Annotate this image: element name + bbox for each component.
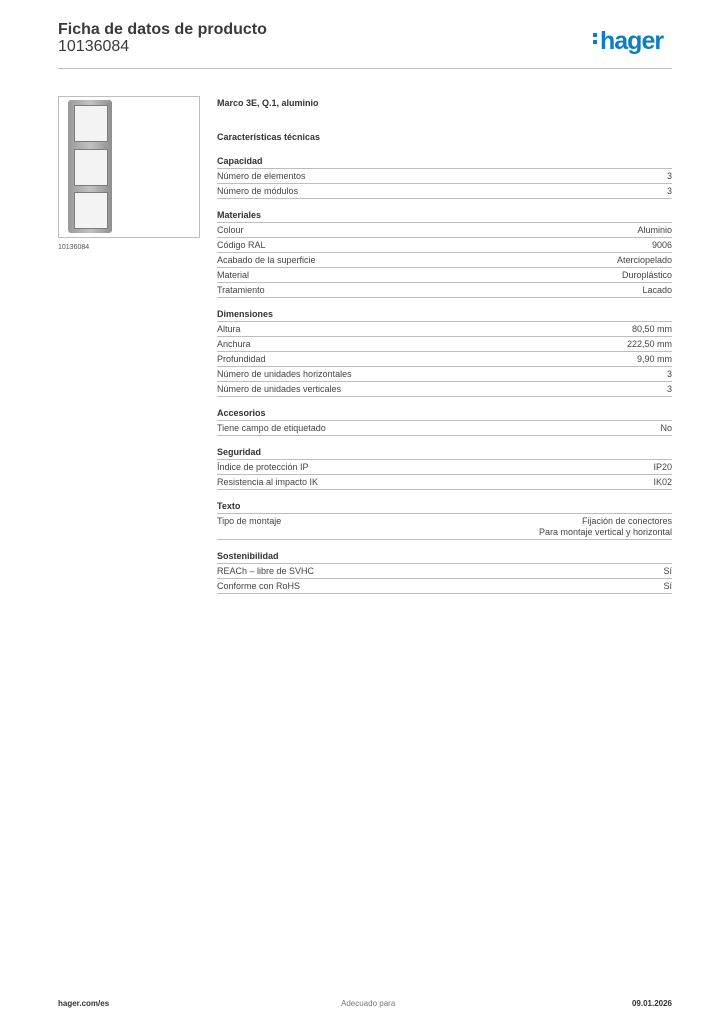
- footer-suitable-for: Adecuado para: [341, 999, 396, 1008]
- spec-value: Sí: [663, 566, 672, 576]
- logo-text: hager: [600, 27, 664, 55]
- spec-value: IK02: [653, 477, 672, 487]
- spec-label: Resistencia al impacto IK: [217, 477, 319, 487]
- spec-row: [217, 184, 672, 199]
- section-heading: Seguridad: [217, 446, 672, 460]
- spec-row: [217, 352, 672, 367]
- spec-row: [217, 238, 672, 253]
- spec-row: [217, 579, 672, 594]
- product-code: 10136084: [58, 38, 130, 55]
- spec-row: [217, 337, 672, 352]
- spec-section: [217, 209, 672, 298]
- spec-label: Acabado de la superficie: [217, 255, 316, 265]
- spec-row: [217, 223, 672, 238]
- spec-value: Sí: [663, 581, 672, 591]
- frame-illustration: [68, 100, 112, 233]
- logo-dots-icon: [593, 30, 598, 47]
- spec-section: [217, 407, 672, 436]
- section-heading: Accesorios: [217, 407, 672, 421]
- spec-value: Lacado: [642, 285, 672, 295]
- spec-value: 9006: [651, 240, 672, 250]
- spec-row: [217, 268, 672, 283]
- spec-value: Fijación de conectores Para montaje vertical y horizontal: [538, 516, 672, 537]
- spec-content: [217, 96, 672, 604]
- spec-value: 9,90 mm: [636, 354, 672, 364]
- section-heading: Materiales: [217, 209, 672, 223]
- spec-label: Número de elementos: [217, 171, 306, 181]
- product-image: [58, 96, 200, 238]
- page-title: Ficha de datos de producto: [58, 21, 267, 38]
- header-divider: [58, 68, 672, 69]
- spec-value: IP20: [653, 462, 672, 472]
- spec-value: No: [660, 423, 672, 433]
- image-caption: 10136084: [58, 244, 90, 251]
- spec-label: Material: [217, 270, 250, 280]
- product-name: Marco 3E, Q.1, aluminio: [217, 98, 319, 108]
- spec-value: 3: [666, 171, 672, 181]
- section-heading: Sostenibilidad: [217, 550, 672, 564]
- spec-row: [217, 169, 672, 184]
- spec-value: 3: [666, 369, 672, 379]
- spec-value: 222,50 mm: [626, 339, 672, 349]
- spec-row: [217, 460, 672, 475]
- spec-label: Anchura: [217, 339, 251, 349]
- spec-value: 3: [666, 384, 672, 394]
- spec-label: Índice de protección IP: [217, 462, 309, 472]
- hager-logo: [593, 27, 663, 56]
- spec-label: Número de unidades verticales: [217, 384, 342, 394]
- spec-label: Número de unidades horizontales: [217, 369, 352, 379]
- spec-row: [217, 322, 672, 337]
- footer-website: hager.com/es: [58, 999, 110, 1008]
- spec-label: Tratamiento: [217, 285, 265, 295]
- tech-characteristics-title: Características técnicas: [217, 132, 321, 142]
- section-heading: Dimensiones: [217, 308, 672, 322]
- spec-label: Tipo de montaje: [217, 516, 282, 526]
- spec-label: Tiene campo de etiquetado: [217, 423, 326, 433]
- spec-value: Duroplástico: [621, 270, 672, 280]
- spec-label: Código RAL: [217, 240, 266, 250]
- frame-slot: [74, 149, 108, 186]
- spec-row: [217, 367, 672, 382]
- spec-label: REACh – libre de SVHC: [217, 566, 315, 576]
- spec-section: [217, 446, 672, 490]
- section-heading: Capacidad: [217, 155, 672, 169]
- spec-label: Altura: [217, 324, 241, 334]
- frame-slot: [74, 105, 108, 142]
- frame-slot: [74, 192, 108, 229]
- spec-section: [217, 308, 672, 397]
- spec-sections: [217, 155, 672, 594]
- spec-row: [217, 421, 672, 436]
- spec-label: Conforme con RoHS: [217, 581, 301, 591]
- spec-value: 3: [666, 186, 672, 196]
- section-heading: Texto: [217, 500, 672, 514]
- spec-label: Colour: [217, 225, 244, 235]
- spec-row: [217, 475, 672, 490]
- spec-section: [217, 155, 672, 199]
- footer-date: 09.01.2026: [631, 999, 672, 1008]
- spec-section: [217, 500, 672, 540]
- spec-row: [217, 283, 672, 298]
- spec-label: Número de módulos: [217, 186, 299, 196]
- spec-value: Aluminio: [637, 225, 672, 235]
- spec-value: Aterciopelado: [616, 255, 672, 265]
- spec-row: [217, 564, 672, 579]
- spec-section: [217, 550, 672, 594]
- spec-row: [217, 382, 672, 397]
- spec-label: Profundidad: [217, 354, 266, 364]
- spec-row: [217, 514, 672, 540]
- spec-value: 80,50 mm: [631, 324, 672, 334]
- spec-row: [217, 253, 672, 268]
